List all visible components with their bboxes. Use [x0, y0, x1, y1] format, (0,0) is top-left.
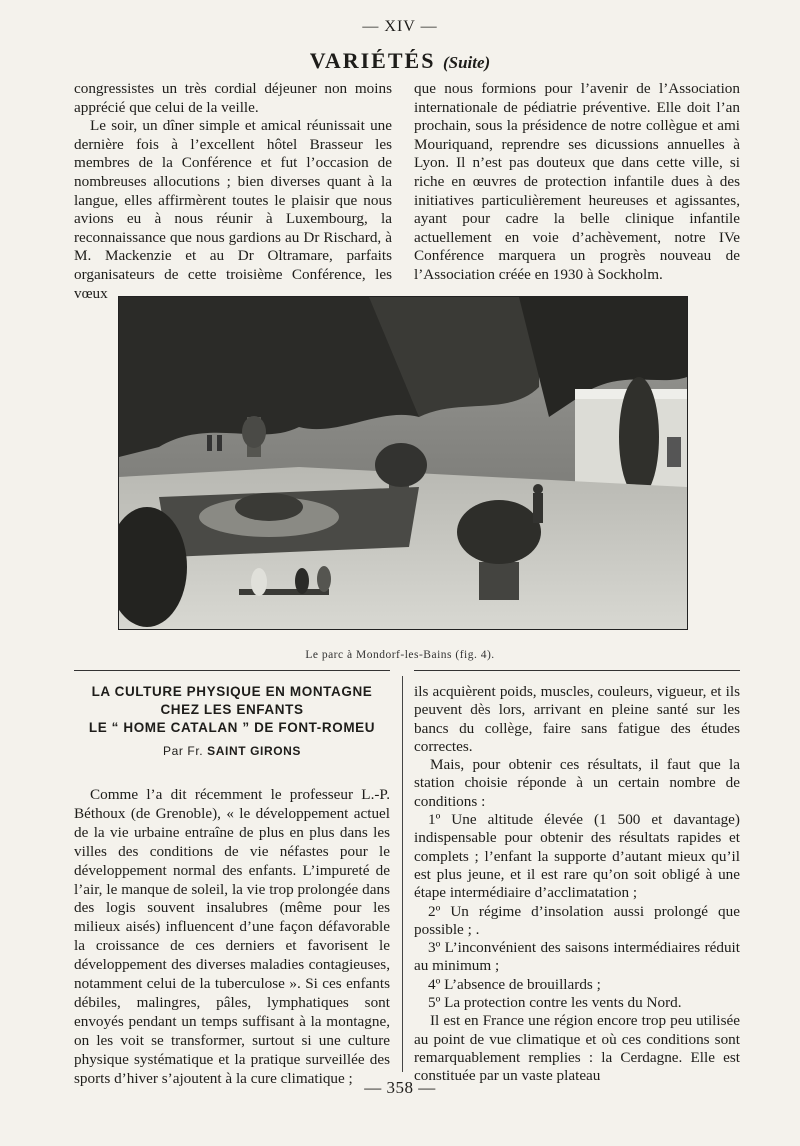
page-number: — 358 — — [364, 1078, 436, 1097]
list-item: 1º Une altitude élevée (1 500 et davantage) indispensable pour obtenir des résultats rapides et complets ; l’enfant la supporte d’autant mieux qu’il est plus jeune, et il est rare qu’on soit obligé à une étape intermédiaire d’acclimatation ; — [414, 811, 740, 902]
article-title — [74, 683, 390, 737]
byline-prefix: Par Fr. — [162, 744, 204, 758]
paragraph: Le soir, un dîner simple et amical réunissait une dernière fois à l’excellent hôtel Brasseur les membres de la Conférence et fut l’occasion de nombreuses allocutions ; bien diverses quant à la langue, elles affirmèrent toutes le plaisir que nous avions eu à nous réunir à Luxembourg, la reconnaissance que nous gardions au Dr Rischard, à M. Mackenzie et au Dr Oltramare, parfaits organisateurs de cette troisième Conférence, les vœux — [74, 117, 392, 302]
section-title-text: VARIÉTÉS — [309, 48, 436, 73]
byline — [74, 744, 390, 758]
park-photograph — [118, 296, 688, 630]
list-item: 5º La protection contre les vents du Nord. — [428, 994, 682, 1012]
section-title — [0, 48, 800, 74]
figure-caption: Le parc à Mondorf-les-Bains (fig. 4). — [305, 649, 495, 661]
column-divider — [402, 676, 403, 1072]
page-roman-number: — XIV — — [362, 18, 438, 35]
article-title-line: LE “ HOME CATALAN ” DE FONT-ROMEU — [88, 720, 376, 735]
article-left-column — [74, 786, 390, 1089]
top-left-column — [74, 80, 392, 303]
list-item: 4º L’absence de brouillards ; — [428, 975, 601, 993]
park-photo-illustration — [119, 297, 687, 629]
article-title-line: CHEZ LES ENFANTS — [160, 702, 304, 717]
paragraph: Comme l’a dit récemment le professeur L.-P. Béthoux (de Grenoble), « le développement actuel de la vie urbaine entraîne de plus en plus dans les villes des conditions de vie néfastes pour le développement normal des enfants. L’impureté de l’air, le manque de soleil, la vie trop prolongée dans des logis souvent insalubres (même pour les milieux aisés) influencent d’une façon défavorable la croissance de ces derniers et favorisent le développement des diverses maladies contagieuses, notamment celui de la tuberculose ». Si ces enfants débiles, malingres, pâles, lymphatiques sont envoyés pendant un temps suffisant à la montagne, on les voit se transformer, surtout si une culture physique systématique et la pratique surveillée des sports d’hiver s’ajoutent à la cure climatique ; — [74, 786, 390, 1087]
divider — [74, 670, 390, 671]
byline-author: SAINT GIRONS — [207, 744, 302, 758]
section-title-suffix: (Suite) — [442, 53, 491, 72]
paragraph: Il est en France une région encore trop peu utilisée au point de vue climatique et où ces conditions sont remarquablement remplies : la Cerdagne. Elle est constituée par un vaste plateau — [414, 1012, 740, 1085]
paragraph: Mais, pour obtenir ces résultats, il faut que la station choisie réponde à un certain nombre de conditions : — [414, 756, 740, 810]
paragraph: ils acquièrent poids, muscles, couleurs, vigueur, et ils peuvent dès lors, arrivant en pleine santé sur les bancs du collège, faire sans fatigue des études correctes. — [414, 683, 740, 755]
paragraph: congressistes un très cordial déjeuner non moins apprécié que celui de la veille. — [74, 80, 392, 116]
paragraph: que nous formions pour l’avenir de l’Association internationale de pédiatrie préventive. Elle doit l’an prochain, sous la présidence de notre collègue et ami Mouriquand, reprendre ses dicussions annuelles à Lyon. Il n’est pas douteux que dans cette ville, si riche en œuvres de protection infantile dues à des initiatives particulièrement heureuses et agissantes, ayant pour cadre la belle clinique infantile actuellement en voie d’achèvement, notre IVe Conférence marquera un progrès nouveau de l’Association créée en 1930 à Sockholm. — [414, 80, 740, 283]
list-item: 2º Un régime d’insolation aussi prolongé que possible ; . — [414, 902, 740, 938]
article-right-column — [414, 683, 740, 1086]
top-right-column — [414, 80, 740, 285]
divider — [414, 670, 740, 671]
list-item: 3º L’inconvénient des saisons intermédiaires réduit au minimum ; — [414, 939, 740, 975]
article-title-line: LA CULTURE PHYSIQUE EN MONTAGNE — [91, 684, 373, 699]
